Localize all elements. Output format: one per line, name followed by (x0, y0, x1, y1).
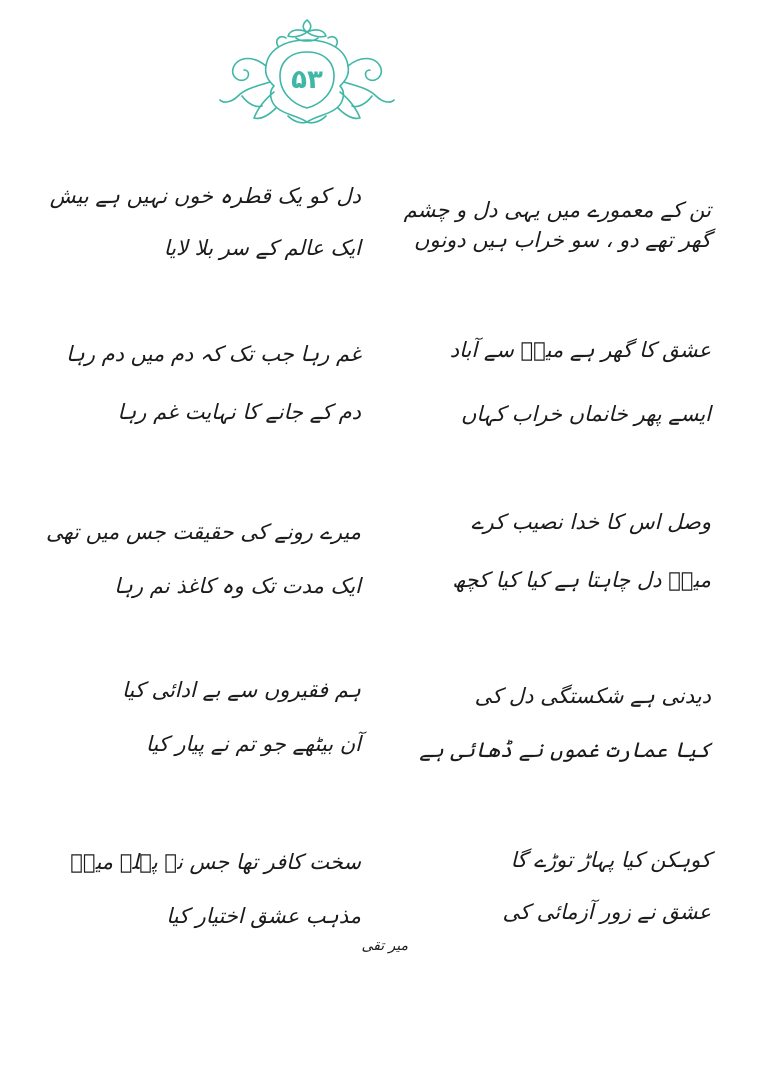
couplet-2-misra2-line1: غم رہا جب تک کہ دم میں دم رہا (66, 342, 361, 366)
couplet-2-misra2-line2: دم کے جانے کا نہایت غم رہا (117, 400, 361, 424)
couplet-2-misra1-line1: عشق کا گھر ہے میرؔ سے آباد (449, 338, 711, 362)
poet-signature: میر تقی (361, 938, 408, 954)
page-number: ۵۳ (291, 65, 323, 95)
couplet-1-misra2-line1: دل کو یک قطرہ خوں نہیں ہے بیش (49, 184, 361, 208)
couplet-2-misra1-line2: ایسے پھر خانماں خراب کہاں (460, 402, 711, 426)
couplet-1-misra2-line2: ایک عالم کے سر بلا لایا (163, 236, 361, 260)
couplet-4-misra1-line1: دیدنی ہے شکستگی دل کی (474, 684, 711, 708)
number-emblem (218, 16, 396, 128)
couplet-3-misra1-line2: میرؔ دل چاہتا ہے کیا کیا کچھ (452, 568, 711, 592)
couplet-1-misra1-line2: گھر تھے دو ، سو خراب ہیں دونوں (414, 228, 711, 252)
couplet-5-misra1-line2: عشق نے زور آزمائی کی (502, 900, 711, 924)
couplet-4-misra2-line1: ہم فقیروں سے بے ادائی کیا (122, 678, 361, 702)
couplet-5-misra2-line2: مذہب عشق اختیار کیا (166, 904, 361, 928)
couplet-5-misra2-line1: سخت کافر تھا جس نے پہلے میرؔ (70, 850, 361, 874)
ornament-icon (218, 16, 396, 128)
couplet-4-misra2-line2: آن بیٹھے جو تم نے پیار کیا (145, 732, 361, 756)
couplet-1-misra1-line1: تن کے معمورے میں یہی دل و چشم (403, 198, 711, 222)
couplet-3-misra2-line1: میرے رونے کی حقیقت جس میں تھی (46, 520, 361, 544)
couplet-4-misra1-line2: کیا عمارت غموں نے ڈھائی ہے (419, 738, 711, 762)
couplet-3-misra1-line1: وصل اس کا خدا نصیب کرے (471, 510, 711, 534)
couplet-3-misra2-line2: ایک مدت تک وہ کاغذ نم رہا (114, 574, 361, 598)
couplet-5-misra1-line1: کوہکن کیا پہاڑ توڑے گا (510, 848, 711, 872)
